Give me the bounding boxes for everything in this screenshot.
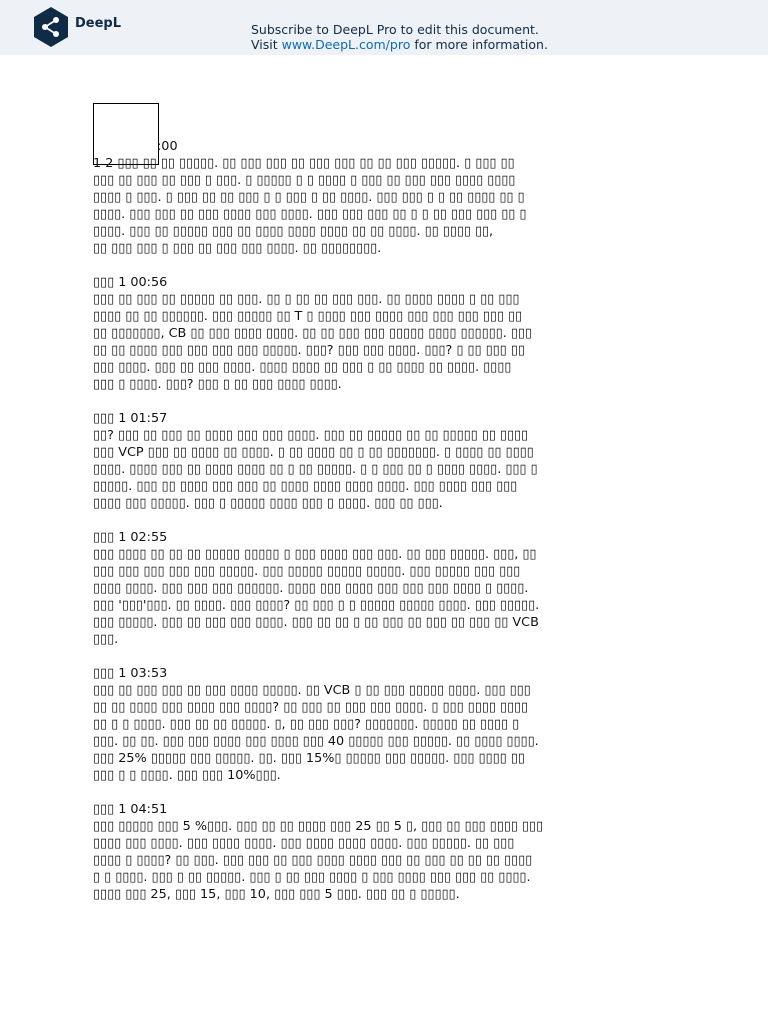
- paragraph-text: [93, 682, 673, 784]
- text-line: ▯▯▯▯▯. ▯▯▯ ▯▯ ▯▯▯▯ ▯▯▯ ▯▯▯ ▯▯ ▯▯▯▯ ▯▯▯▯ ▯▯▯▯ ▯▯▯▯. ▯▯▯ ▯▯▯▯ ▯▯▯ ▯▯▯: [93, 479, 518, 494]
- text-line: ▯▯▯ ▯▯▯ ▯▯▯ ▯▯▯ ▯▯▯ ▯▯▯▯▯. ▯▯▯ ▯▯▯▯▯ ▯▯▯▯▯ ▯▯▯▯▯. ▯▯▯ ▯▯▯▯▯ ▯▯▯ ▯▯▯: [93, 564, 521, 579]
- text-line: ▯▯▯▯ ▯▯ ▯▯ ▯▯▯▯▯▯. ▯▯▯ ▯▯▯▯▯ ▯▯ T ▯ ▯▯▯▯ ▯▯▯ ▯▯▯▯ ▯▯▯ ▯▯▯ ▯▯▯ ▯▯▯ ▯▯: [93, 309, 523, 324]
- text-line: ▯▯▯ VCP ▯▯▯ ▯▯ ▯▯▯▯ ▯▯ ▯▯▯▯. ▯ ▯▯ ▯▯▯▯ ▯▯ ▯ ▯▯ ▯▯▯▯▯▯▯. ▯ ▯▯▯▯ ▯▯ ▯▯▯▯: [93, 445, 534, 460]
- text-line: ▯▯ ▯ ▯ ▯▯▯▯. ▯▯▯ ▯▯ ▯▯ ▯▯▯▯▯. ▯, ▯▯ ▯▯▯ ▯▯▯? ▯▯▯▯▯▯▯. ▯▯▯▯▯ ▯▯ ▯▯▯▯ ▯: [93, 717, 520, 732]
- text-line: ▯▯▯ '▯▯▯'▯▯▯. ▯▯ ▯▯▯▯. ▯▯▯ ▯▯▯▯? ▯▯ ▯▯▯ ▯ ▯ ▯▯▯▯▯ ▯▯▯▯▯ ▯▯▯▯. ▯▯▯ ▯▯▯▯▯.: [93, 598, 540, 613]
- text-line: ▯▯▯▯ ▯▯▯▯. ▯▯▯ ▯▯▯ ▯▯▯ ▯▯▯▯▯▯. ▯▯▯▯ ▯▯▯ ▯▯▯▯ ▯▯▯ ▯▯▯ ▯▯▯ ▯▯▯▯ ▯ ▯▯▯▯.: [93, 581, 529, 596]
- text-line: ▯▯▯ ▯▯ ▯▯▯ ▯▯ ▯▯▯▯▯ ▯▯ ▯▯▯. ▯▯ ▯ ▯▯ ▯▯ ▯▯▯ ▯▯▯. ▯▯ ▯▯▯▯ ▯▯▯▯ ▯ ▯▯ ▯▯▯: [93, 292, 520, 307]
- speaker-timestamp: ▯▯▯ 1 03:53: [93, 666, 168, 681]
- speaker-timestamp: ▯▯▯ 1 00:56: [93, 275, 168, 290]
- text-line: ▯▯▯ ▯▯▯▯ ▯▯ ▯▯ ▯▯ ▯▯▯▯▯ ▯▯▯▯▯ ▯ ▯▯▯ ▯▯▯▯ ▯▯▯ ▯▯▯. ▯▯ ▯▯▯ ▯▯▯▯▯. ▯▯▯, ▯▯: [93, 547, 537, 562]
- text-line: ▯▯ ▯▯▯▯▯▯▯, CB ▯▯ ▯▯▯ ▯▯▯▯ ▯▯▯▯. ▯▯ ▯▯ ▯▯▯ ▯▯▯ ▯▯▯▯▯ ▯▯▯▯ ▯▯▯▯▯▯. ▯▯▯: [93, 326, 532, 341]
- transcript-paragraph: [93, 529, 673, 648]
- speaker-timestamp: :00: [157, 139, 178, 154]
- visit-suffix: for more information.: [410, 37, 548, 52]
- deepl-logo-icon[interactable]: [33, 7, 69, 47]
- text-line: ▯▯▯. ▯▯ ▯▯. ▯▯▯ ▯▯▯ ▯▯▯▯ ▯▯▯ ▯▯▯▯ ▯▯▯ 40 ▯▯▯▯▯ ▯▯▯ ▯▯▯▯▯. ▯▯ ▯▯▯▯ ▯▯▯▯.: [93, 734, 539, 749]
- text-line: ▯▯▯▯. ▯▯▯ ▯▯ ▯▯▯▯▯ ▯▯▯ ▯▯ ▯▯▯▯ ▯▯▯▯ ▯▯▯▯ ▯▯ ▯▯ ▯▯▯▯. ▯▯ ▯▯▯▯ ▯▯,: [93, 224, 494, 239]
- text-line: ▯▯ ▯▯ ▯▯▯▯ ▯▯▯ ▯▯▯▯ ▯▯▯ ▯▯▯▯? ▯▯ ▯▯▯ ▯▯ ▯▯▯ ▯▯▯ ▯▯▯▯. ▯ ▯▯▯ ▯▯▯▯ ▯▯▯▯: [93, 700, 529, 715]
- text-line: ▯▯▯ ▯▯▯▯▯ ▯▯▯ 5 %▯▯▯. ▯▯▯ ▯▯ ▯▯ ▯▯▯▯ ▯▯▯ 25 ▯▯ 5 ▯, ▯▯▯ ▯▯ ▯▯▯ ▯▯▯▯ ▯▯▯: [93, 819, 544, 834]
- paragraph-text: [93, 427, 673, 512]
- deepl-pro-link[interactable]: www.DeepL.com/pro: [281, 37, 411, 52]
- text-line: ▯▯▯▯ ▯ ▯▯▯▯? ▯▯ ▯▯▯. ▯▯▯ ▯▯▯ ▯▯ ▯▯▯ ▯▯▯▯ ▯▯▯▯ ▯▯▯ ▯▯ ▯▯▯ ▯▯ ▯▯ ▯▯ ▯▯▯▯: [93, 853, 533, 868]
- text-line: ▯▯▯ 25% ▯▯▯▯▯ ▯▯▯ ▯▯▯▯▯. ▯▯. ▯▯▯ 15%▯ ▯▯▯▯▯ ▯▯▯ ▯▯▯▯▯. ▯▯▯ ▯▯▯▯ ▯▯: [93, 751, 525, 766]
- text-line: ▯▯▯▯. ▯▯▯▯ ▯▯▯ ▯▯ ▯▯▯▯ ▯▯▯▯ ▯▯ ▯ ▯▯ ▯▯▯▯▯. ▯ ▯ ▯▯▯ ▯▯ ▯ ▯▯▯▯ ▯▯▯▯. ▯▯▯ ▯: [93, 462, 538, 477]
- text-line: 1 2 ▯▯▯ ▯▯ ▯▯ ▯▯▯▯▯. ▯▯ ▯▯▯ ▯▯▯ ▯▯ ▯▯▯ ▯▯▯ ▯▯ ▯▯ ▯▯▯ ▯▯▯▯▯. ▯ ▯▯▯ ▯▯: [93, 156, 515, 171]
- text-line: ▯▯ ▯▯ ▯▯▯▯ ▯▯▯ ▯▯▯ ▯▯▯ ▯▯▯ ▯▯▯▯▯. ▯▯▯? ▯▯▯ ▯▯▯ ▯▯▯▯. ▯▯▯? ▯ ▯▯ ▯▯▯ ▯▯: [93, 343, 525, 358]
- paragraph-text: [93, 291, 673, 393]
- speaker-timestamp: ▯▯▯ 1 02:55: [93, 530, 168, 545]
- text-line: ▯▯▯▯. ▯▯▯ ▯▯▯ ▯▯ ▯▯▯ ▯▯▯▯ ▯▯▯ ▯▯▯▯. ▯▯▯ ▯▯▯ ▯▯▯ ▯▯ ▯ ▯ ▯▯ ▯▯▯ ▯▯▯ ▯▯ ▯: [93, 207, 527, 222]
- text-line: ▯▯▯ ▯▯▯▯. ▯▯▯ ▯▯ ▯▯▯ ▯▯▯▯. ▯▯▯▯ ▯▯▯▯ ▯▯ ▯▯▯ ▯ ▯▯ ▯▯▯▯ ▯▯ ▯▯▯▯. ▯▯▯▯: [93, 360, 512, 375]
- document-body: [93, 138, 673, 920]
- transcript-paragraph: [93, 410, 673, 512]
- text-line: ▯▯▯ ▯ ▯ ▯▯▯▯. ▯▯▯ ▯▯▯ 10%▯▯▯.: [93, 768, 281, 783]
- subscribe-message: [251, 22, 548, 52]
- text-line: ▯ ▯ ▯▯▯▯. ▯▯▯ ▯ ▯▯ ▯▯▯▯▯. ▯▯▯ ▯ ▯▯ ▯▯▯ ▯▯▯▯ ▯ ▯▯▯ ▯▯▯▯ ▯▯▯ ▯▯▯ ▯▯ ▯▯▯▯.: [93, 870, 531, 885]
- text-line: ▯▯▯ ▯ ▯▯▯▯. ▯▯▯? ▯▯▯ ▯ ▯▯ ▯▯▯ ▯▯▯▯ ▯▯▯▯.: [93, 377, 342, 392]
- text-line: ▯▯▯▯ ▯▯▯ 25, ▯▯▯ 15, ▯▯▯ 10, ▯▯▯ ▯▯▯ 5 ▯▯▯. ▯▯▯ ▯▯ ▯ ▯▯▯▯▯.: [93, 887, 460, 902]
- visit-line: [251, 37, 548, 52]
- text-line: ▯▯▯.: [93, 632, 119, 647]
- subscribe-line: Subscribe to DeepL Pro to edit this document.: [251, 22, 539, 37]
- paragraph-text: [93, 155, 673, 257]
- brand-name: DeepL: [75, 16, 122, 31]
- text-line: ▯▯▯ ▯▯ ▯▯▯ ▯▯▯ ▯▯ ▯▯▯ ▯▯▯▯ ▯▯▯▯▯. ▯▯ VCB ▯ ▯▯ ▯▯▯ ▯▯▯▯▯ ▯▯▯▯. ▯▯▯ ▯▯▯: [93, 683, 531, 698]
- transcript-paragraph: [93, 274, 673, 393]
- paragraph-text: [93, 546, 673, 648]
- text-line: ▯▯▯ ▯▯ ▯▯▯ ▯▯ ▯▯▯ ▯ ▯▯▯. ▯ ▯▯▯▯▯ ▯ ▯ ▯▯▯▯ ▯ ▯▯▯ ▯▯ ▯▯▯ ▯▯▯ ▯▯▯▯ ▯▯▯▯: [93, 173, 516, 188]
- deepl-banner: [0, 0, 768, 55]
- text-line: ▯▯▯▯ ▯▯▯ ▯▯▯▯. ▯▯▯ ▯▯▯▯ ▯▯▯▯. ▯▯▯ ▯▯▯▯ ▯▯▯▯ ▯▯▯▯. ▯▯▯ ▯▯▯▯▯. ▯▯ ▯▯▯: [93, 836, 515, 851]
- text-line: ▯▯▯▯ ▯ ▯▯▯. ▯ ▯▯▯ ▯▯ ▯▯ ▯▯▯ ▯ ▯ ▯▯▯ ▯ ▯▯ ▯▯▯▯. ▯▯▯ ▯▯▯ ▯ ▯ ▯▯ ▯▯▯▯ ▯▯ ▯: [93, 190, 525, 205]
- speaker-timestamp: ▯▯▯ 1 01:57: [93, 411, 168, 426]
- text-line: ▯▯? ▯▯▯ ▯▯ ▯▯▯ ▯▯ ▯▯▯▯ ▯▯▯ ▯▯▯ ▯▯▯▯. ▯▯▯ ▯▯ ▯▯▯▯▯ ▯▯ ▯▯ ▯▯▯▯▯ ▯▯ ▯▯▯▯: [93, 428, 529, 443]
- speaker-timestamp: ▯▯▯ 1 04:51: [93, 802, 168, 817]
- transcript-paragraph: [93, 138, 673, 257]
- text-line: ▯▯▯ ▯▯▯▯▯. ▯▯▯ ▯▯ ▯▯▯ ▯▯▯ ▯▯▯▯. ▯▯▯ ▯▯ ▯▯ ▯ ▯▯ ▯▯▯ ▯▯ ▯▯▯ ▯▯ ▯▯▯ ▯▯ VCB: [93, 615, 539, 630]
- transcript-paragraph: [93, 801, 673, 903]
- visit-prefix: Visit: [251, 37, 282, 52]
- text-line: ▯▯▯▯ ▯▯▯ ▯▯▯▯▯. ▯▯▯ ▯ ▯▯▯▯▯ ▯▯▯▯ ▯▯▯ ▯ ▯▯▯▯. ▯▯▯ ▯▯ ▯▯▯.: [93, 496, 443, 511]
- transcript-paragraph: [93, 665, 673, 784]
- text-line: ▯▯ ▯▯▯ ▯▯▯ ▯ ▯▯▯ ▯▯ ▯▯▯ ▯▯▯ ▯▯▯▯. ▯▯ ▯▯▯▯▯▯▯▯.: [93, 241, 382, 256]
- paragraph-text: [93, 818, 673, 903]
